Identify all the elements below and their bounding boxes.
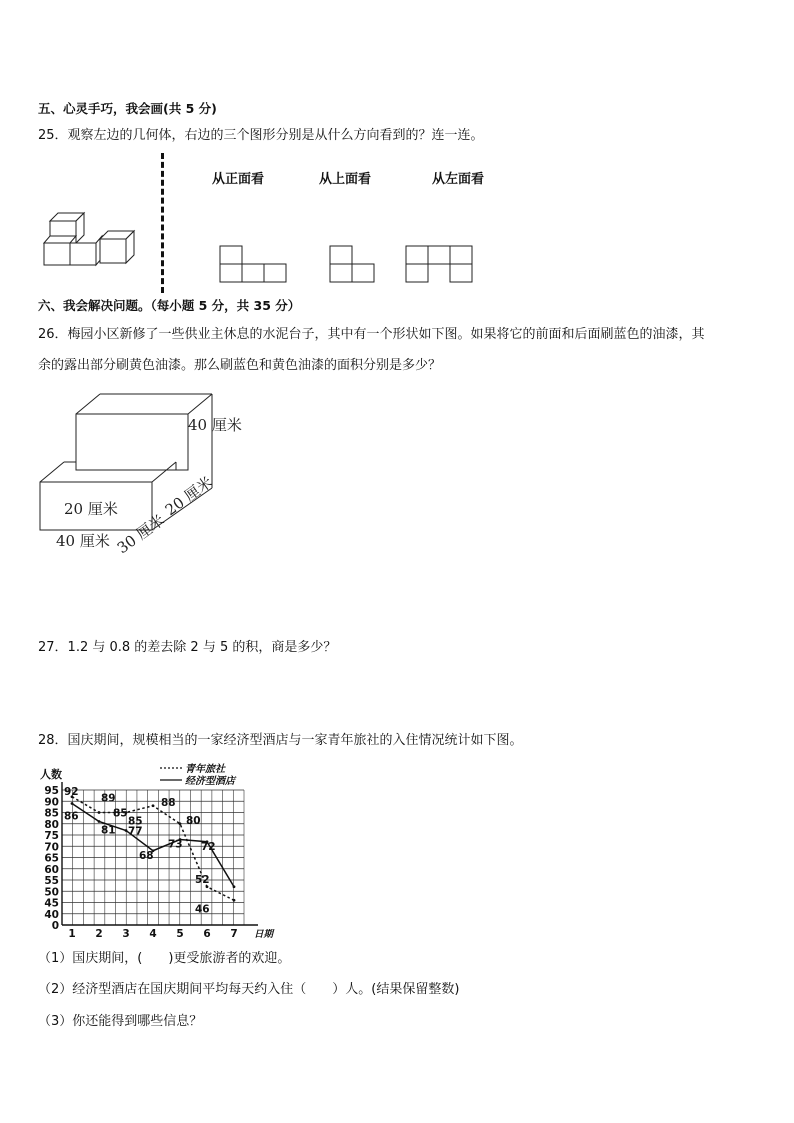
legend-entry: 青年旅社 (185, 764, 225, 775)
y-tick-label: 50 (44, 886, 59, 899)
q26-step-block-figure (30, 388, 260, 558)
data-point (125, 829, 128, 832)
point-value-label: 85 (113, 807, 128, 820)
y-tick-label: 55 (44, 875, 59, 887)
x-tick-label: 2 (95, 928, 103, 940)
view-shape-2 (328, 244, 378, 284)
y-tick-label: 40 (44, 908, 59, 921)
x-tick-label: 1 (68, 928, 76, 940)
point-value-label: 85 (128, 815, 143, 828)
y-tick-label: 0 (51, 920, 59, 932)
point-value-label: 86 (64, 810, 79, 823)
x-tick-label: 6 (203, 928, 211, 940)
view-shape-1 (218, 244, 290, 284)
data-point (206, 885, 209, 888)
q25-divider (161, 153, 164, 293)
point-value-label: 72 (201, 840, 216, 853)
legend-entry: 经济型酒店 (185, 776, 235, 787)
y-tick-label: 85 (44, 807, 59, 820)
point-value-label: 92 (64, 785, 79, 798)
y-tick-label: 90 (44, 796, 59, 809)
x-tick-label: 3 (122, 928, 130, 940)
data-point (233, 885, 236, 888)
point-value-label: 81 (101, 824, 116, 837)
q26-line2: 余的露出部分刷黄色油漆。那么刷蓝色和黄色油漆的面积分别是多少？ (38, 358, 442, 373)
data-point (98, 820, 101, 823)
y-tick-label: 75 (44, 830, 59, 842)
dim-front-height: 20 厘米 (64, 500, 118, 518)
y-tick-label: 65 (44, 852, 59, 865)
point-value-label: 68 (139, 849, 154, 862)
data-point (233, 899, 236, 902)
x-tick-label: 4 (149, 928, 157, 940)
point-value-label: 80 (186, 814, 201, 827)
point-value-label: 52 (195, 873, 210, 886)
chart-axes (62, 782, 258, 925)
view-shape-3 (404, 244, 476, 284)
section6-heading: 六、我会解决问题。（每小题 5 分，共 35 分） (38, 298, 301, 313)
dim-bottom-width: 40 厘米 (56, 532, 110, 550)
y-tick-label: 95 (44, 785, 59, 797)
point-value-label: 73 (168, 838, 183, 851)
point-value-label: 89 (101, 792, 116, 805)
dim-top-height: 40 厘米 (188, 416, 242, 434)
y-tick-label: 80 (44, 818, 59, 831)
data-point (98, 811, 101, 814)
view-label-top: 从上面看 (319, 172, 372, 187)
q27-text: 27．1.2 与 0.8 的差去除 2 与 5 的积，商是多少？ (38, 640, 337, 655)
y-tick-label: 70 (44, 841, 59, 854)
point-value-label: 46 (195, 903, 210, 916)
x-axis-title: 日期 (254, 929, 274, 940)
point-value-label: 77 (128, 825, 143, 838)
x-tick-label: 5 (176, 928, 184, 940)
y-axis-title: 人数 (40, 768, 62, 781)
section5-heading: 五、心灵手巧，我会画(共 5 分) (38, 101, 217, 116)
q28-text: 28．国庆期间，规模相当的一家经济型酒店与一家青年旅社的入住情况统计如下图。 (38, 733, 523, 748)
dim-depth-20: 20 厘米 (161, 473, 216, 520)
data-point (152, 804, 155, 807)
y-tick-label: 60 (44, 863, 59, 876)
data-point (179, 822, 182, 825)
view-label-left: 从左面看 (432, 172, 485, 187)
q25-text: 25．观察左边的几何体，右边的三个图形分别是从什么方向看到的？连一连。 (38, 128, 484, 143)
q28-line-chart (30, 760, 274, 940)
point-value-label: 88 (161, 796, 176, 809)
q28-sub2: （2）经济型酒店在国庆期间平均每天约入住（ ）人。(结果保留整数) (38, 982, 460, 997)
q28-sub3: （3）你还能得到哪些信息？ (38, 1014, 203, 1029)
y-tick-label: 45 (44, 897, 59, 910)
q28-sub1: （1）国庆期间，( )更受旅游者的欢迎。 (38, 951, 291, 966)
q26-line1: 26．梅园小区新修了一些供业主休息的水泥台子，其中有一个形状如下图。如果将它的前面和后面刷蓝色的油漆，其 (38, 327, 705, 342)
x-tick-label: 7 (230, 928, 238, 940)
q25-solid-figure (40, 205, 144, 269)
view-label-front: 从正面看 (212, 172, 265, 187)
dim-depth-30: 30 厘米 (113, 511, 168, 558)
data-point (71, 802, 74, 805)
